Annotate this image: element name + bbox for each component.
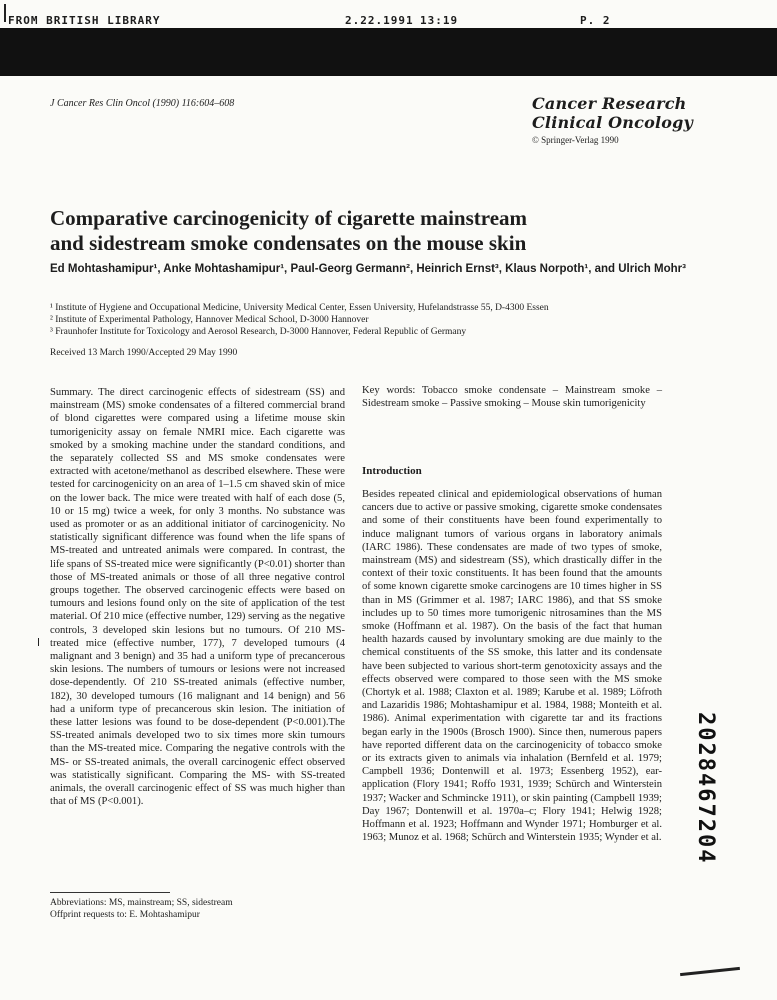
scan-artifact <box>4 4 6 22</box>
affiliation-2: ² Institute of Experimental Pathology, Hannover Medical School, D-3000 Hannover <box>50 315 369 325</box>
footnote-offprint: Offprint requests to: E. Mohtashamipur <box>50 910 200 920</box>
title-line-2: and sidestream smoke condensates on the mouse skin <box>50 231 527 255</box>
author-list: Ed Mohtashamipur¹, Anke Mohtashamipur¹, Paul-Georg Germann², Heinrich Ernst³, Klaus Norpoth¹, and Ulrich Mohr³ <box>50 263 686 275</box>
scan-artifact <box>38 638 39 646</box>
logo-copyright: © Springer-Verlag 1990 <box>532 135 619 145</box>
title-line-1: Comparative carcinogenicity of cigarette mainstream <box>50 206 528 230</box>
received-date: Received 13 March 1990/Accepted 29 May 1990 <box>50 348 238 358</box>
intro-text: Besides repeated clinical and epidemiological observations of human cancers due to active or passive smoking, cigarette smoke condensates and some of their constituents have been found experimentally to induce malignant tumors of various organs in laboratory animals (IARC 1986). These condensates are made of two types of smoke, mainstream (MS) and sidestream (SS), which drastically differ in the context of their toxic constituents. It has been found that the amounts of some known cigarette smoke carcinogens are 10 times higher in SS than in MS (Grimmer et al. 1987; IARC 1986), and that SS smoke includes up to 50 times more tumorigenic nitrosamines than the MS smoke (Hoffmann et al. 1987). On the basis of the fact that human health hazards caused by involuntary smoking are due mainly to the chemical constituents of the SS smoke, this latter and its condensate have been subjected to various short-term genotoxicity assays and the effects observed were compared to those seen with the MS smoke (Chortyk et al. 1988; Claxton et al. 1989; Karube et al. 1989; Löfroth and Lazaridis 1986; Mohtashamipur et al. 1984, 1988; Monteith et al. 1986). Animal experimentation with cigarette tar and its fractions began early in the 1900s (Brosch 1900). Since then, numerous papers have reported different data on the carcinogenicity of tobacco smoke or its extracts given to animals via inhalation (Bernfeld et al. 1979; Campbell 1936; Dontenwill et al. 1973; Essenberg 1952), ear-application (Flory 1941; Roffo 1931, 1939; Schürch and Winterstein 1937; Wacker and Schmincke 1911), or skin painting (Campbell 1939; Day 1967; Dontenwill et al. 1970a–c; Flory 1941; Helwig 1928; Hoffmann et al. 1923; Hoffmann and Wynder 1971; Homburger et al. 1963; Munoz et al. 1968; Schürch and Winterstein 1935; Wynder et al. <box>362 489 662 844</box>
logo-line-2: Clinical Oncology <box>532 113 693 132</box>
scan-artifact <box>680 967 740 976</box>
summary-column <box>50 386 345 809</box>
fax-black-band <box>0 28 777 76</box>
footnote-divider <box>50 892 170 893</box>
journal-reference: J Cancer Res Clin Oncol (1990) 116:604–608 <box>50 98 235 109</box>
summary-text: Summary. The direct carcinogenic effects of sidestream (SS) and mainstream (MS) smoke condensates of a filtered commercial brand of blond cigarettes were compared using a lifetime mouse skin tumorigenicity assay on female NMRI mice. Each cigarette was smoked by a smoking machine under the standard conditions, and the separately collected SS and MS smoke condensates were extracted with acetone/methanol as described elsewhere. These were tested for carcinogenicity on an area of 1–1.5 cm shaved skin of mice on the lower back. The mice were treated with half of each dose (5, 10 or 15 mg) twice a week, for only 3 months. No substance was used as promoter or as an additional initiator of carcinogenicity. No statistically significant difference was found when the life spans of MS-treated and untreated animals were compared. In contrast, the life spans of SS-treated mice were significantly (P<0.01) shorter than those of MS-treated animals or those of all three negative control groups together. The observed carcinogenic effects were based on tumours and lesions found only on the site of application of the test material. Of 210 mice (effective number, 129) serving as the negative controls, 3 developed skin lesions but no tumours. Of 210 MS-treated mice (effective number, 177), 7 developed tumours (4 malignant and 3 benign) and 35 had a uniform type of precancerous skin lesions. The numbers of tumours or lesions were not increased dose-dependently. Of 210 SS-treated animals (effective number, 182), 30 developed tumours (16 malignant and 14 benign) and 56 had a uniform type of precancerous skin lesion. The initiation of these latter lesions was found to be dose-dependent (P<0.001).The SS-treated animals developed two to six times more skin tumours than the MS-treated mice. Comparing the negative controls with the MS- or SS-treated animals, the overall carcinogenic effect observed was statistically significant. Comparing the MS- with SS-treated animals, the overall carcinogenic effect of SS was much higher than that of MS (P<0.001). <box>50 387 345 808</box>
affiliation-1: ¹ Institute of Hygiene and Occupational Medicine, University Medical Center, Essen University, Hufelandstrasse 55, D-4300 Essen <box>50 303 549 313</box>
intro-heading: Introduction <box>362 465 422 477</box>
batch-number: 2028467204 <box>693 712 718 865</box>
keywords: Key words: Tobacco smoke condensate – Mainstream smoke – Sidestream smoke – Passive smoking – Mouse skin tumorigenicity <box>362 385 662 410</box>
fax-page: P. 2 <box>580 14 611 27</box>
footnote-abbreviations: Abbreviations: MS, mainstream; SS, sidestream <box>50 898 233 908</box>
introduction-column <box>362 488 662 844</box>
article-title <box>50 206 527 256</box>
logo-line-1: Cancer Research <box>532 94 687 113</box>
fax-from: FROM BRITISH LIBRARY <box>8 14 161 27</box>
fax-time: 13:19 <box>420 14 459 27</box>
affiliations <box>50 302 690 338</box>
journal-logo <box>532 94 693 145</box>
affiliation-3: ³ Fraunhofer Institute for Toxicology and Aerosol Research, D-3000 Hannover, Federal Republic of Germany <box>50 327 467 337</box>
fax-header <box>0 8 777 28</box>
fax-date: 2.22.1991 <box>345 14 414 27</box>
